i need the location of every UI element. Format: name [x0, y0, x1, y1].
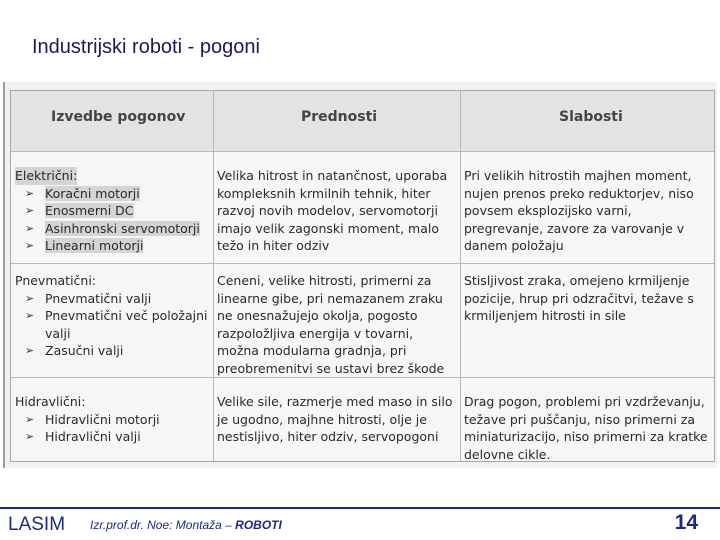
table-row-electric-types	[15, 167, 211, 255]
list-item: ➢ Linearni motorji	[15, 237, 211, 255]
column-divider	[213, 91, 214, 461]
row-type-label: Hidravlični:	[15, 394, 86, 409]
list-item: ➢ Koračni motorji	[15, 185, 211, 203]
row-divider	[11, 151, 714, 152]
table-row-pneumatic-types	[15, 272, 211, 360]
list-item: ➢ Enosmerni DC	[15, 202, 211, 220]
list-item: ➢ Pnevmatični več položajni valji	[15, 307, 211, 342]
table-row-hydraulic-types	[15, 393, 211, 446]
header-disadvantages: Slabosti	[559, 109, 623, 125]
footer-divider	[0, 507, 720, 509]
list-item: ➢ Hidravlični motorji	[15, 411, 211, 429]
slide-title: Industrijski roboti - pogoni	[32, 36, 260, 58]
table-row-pneumatic-advantages: Ceneni, velike hitrosti, primerni za linearne gibe, pri nemazanem zraku ne onesnažujejo okolja, pogosto razpoložljiva energija v tovarni, možna modularna gradnja, pri preobremenitvi se ustavi brez škode	[217, 273, 445, 376]
scanned-table-image	[3, 82, 717, 468]
footer-course: ROBOTI	[235, 518, 282, 532]
footer-logo: LASIM	[8, 514, 66, 535]
column-divider	[460, 91, 461, 461]
header-drive-types: Izvedbe pogonov	[51, 109, 186, 125]
row-divider	[11, 263, 714, 264]
table-row-electric-advantages: Velika hitrost in natančnost, uporaba kompleksnih krmilnih tehnik, hiter razvoj novih modelov, servomotorji imajo velik zagonski moment, malo težo in hiter odziv	[217, 168, 448, 253]
table-row-electric-disadvantages: Pri velikih hitrostih majhen moment, nujen prenos preko reduktorjev, niso povsem eksplozijsko varni, pregrevanje, zavore za varovanje v danem položaju	[464, 168, 694, 253]
row-type-label: Pnevmatični:	[15, 273, 97, 288]
list-item: ➢ Pnevmatični valji	[15, 290, 211, 308]
row-divider	[11, 377, 714, 378]
table-row-hydraulic-disadvantages: Drag pogon, problemi pri vzdrževanju, težave pri puščanju, niso primerni za miniaturizacijo, niso primerni za kratke delovne cikle.	[464, 394, 708, 462]
page-number: 14	[674, 511, 698, 534]
table-row-hydraulic-advantages: Velike sile, razmerje med maso in silo je ugodno, majhne hitrosti, olje je nestisljivo, hiter odziv, servopogoni	[217, 394, 453, 444]
table-row-pneumatic-disadvantages: Stisljivost zraka, omejeno krmiljenje pozicije, hrup pri odzračitvi, težave s krmiljenjem hitrosti in sile	[464, 273, 694, 323]
row-type-label: Električni:	[15, 168, 78, 183]
list-item: ➢ Hidravlični valji	[15, 428, 211, 446]
list-item: ➢ Zasučni valji	[15, 342, 211, 360]
header-advantages: Prednosti	[301, 109, 378, 125]
footer-author: Izr.prof.dr. Noe: Montaža – ROBOTI	[90, 518, 282, 532]
list-item: ➢ Asinhronski servomotorji	[15, 220, 211, 238]
drives-table	[10, 90, 715, 462]
